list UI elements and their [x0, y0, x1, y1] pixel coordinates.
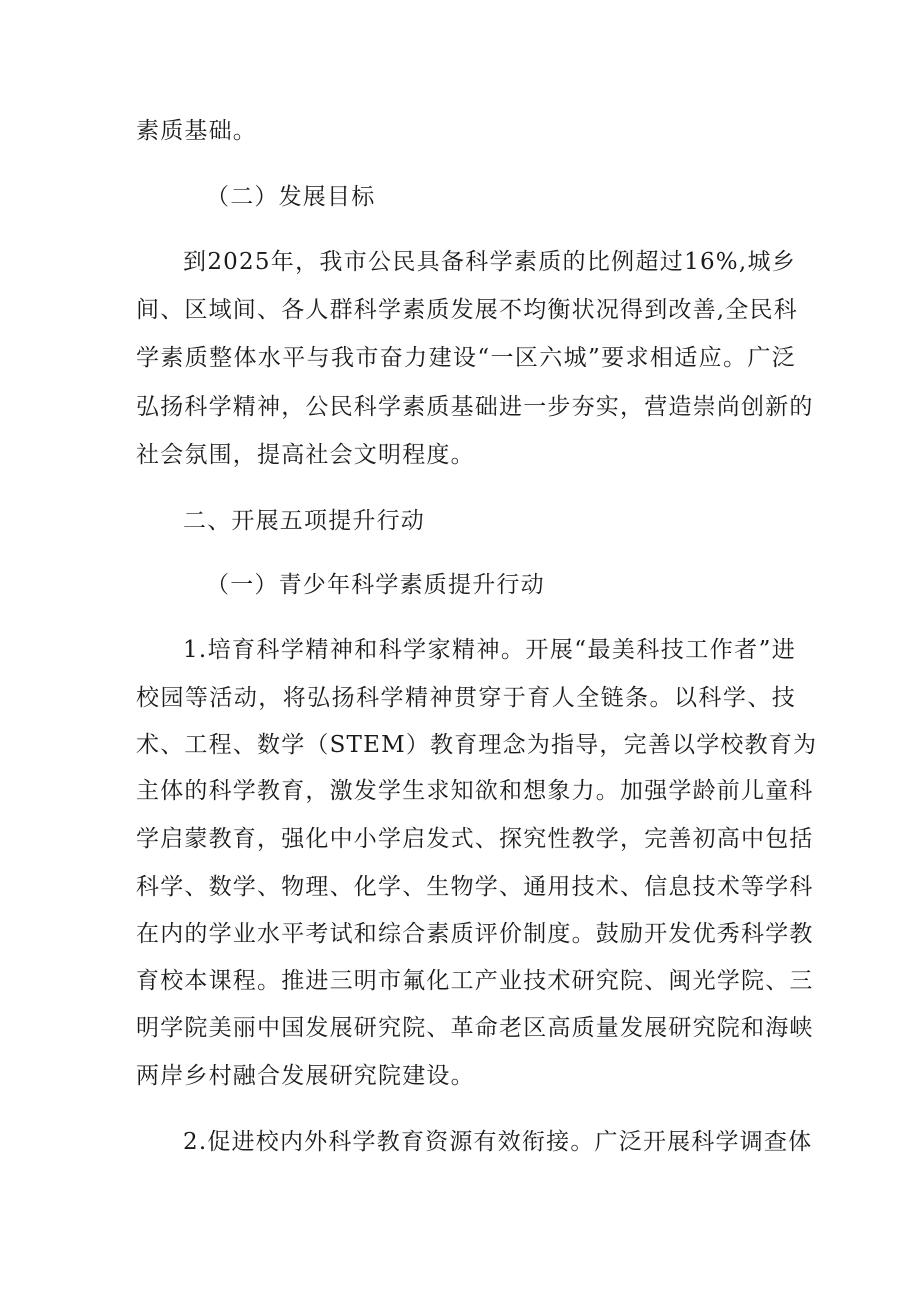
section-heading-development-goals: （二）发展目标 — [206, 184, 376, 210]
paragraph-line: 社会氛围，提高社会文明程度。 — [136, 442, 475, 468]
section-heading-youth-action: （一）青少年科学素质提升行动 — [206, 572, 545, 598]
paragraph-line: 明学院美丽中国发展研究院、革命老区高质量发展研究院和海峡 — [136, 1015, 814, 1041]
paragraph-line: 校园等活动，将弘扬科学精神贯穿于育人全链条。以科学、技 — [136, 685, 796, 711]
paragraph-line: 学素质整体水平与我市奋力建设“一区六城”要求相适应。广泛 — [136, 345, 796, 371]
paragraph-line: 育校本课程。推进三明市氟化工产业技术研究院、闽光学院、三 — [136, 968, 814, 994]
paragraph-line: 间、区域间、各人群科学素质发展不均衡状况得到改善,全民科 — [136, 297, 798, 323]
paragraph-line: 术、工程、数学（STEM）教育理念为指导，完善以学校教育为 — [136, 732, 818, 758]
paragraph-line: 到2025年，我市公民具备科学素质的比例超过16%,城乡 — [183, 249, 796, 275]
paragraph-line: 弘扬科学精神，公民科学素质基础进一步夯实，营造崇尚创新的 — [136, 394, 814, 420]
paragraph-line: 两岸乡村融合发展研究院建设。 — [136, 1063, 475, 1089]
paragraph-line: 在内的学业水平考试和综合素质评价制度。鼓励开发优秀科学教 — [136, 921, 814, 947]
chapter-heading-five-actions: 二、开展五项提升行动 — [183, 508, 425, 534]
paragraph-line: 1.培育科学精神和科学家精神。开展“最美科技工作者”进 — [183, 637, 796, 663]
paragraph-line: 素质基础。 — [136, 118, 257, 144]
paragraph-line: 学启蒙教育，强化中小学启发式、探究性教学，完善初高中包括 — [136, 826, 814, 852]
paragraph-line: 主体的科学教育，激发学生求知欲和想象力。加强学龄前儿童科 — [136, 778, 814, 804]
paragraph-line: 科学、数学、物理、化学、生物学、通用技术、信息技术等学科 — [136, 874, 814, 900]
paragraph-line: 2.促进校内外科学教育资源有效衔接。广泛开展科学调查体 — [183, 1129, 813, 1155]
